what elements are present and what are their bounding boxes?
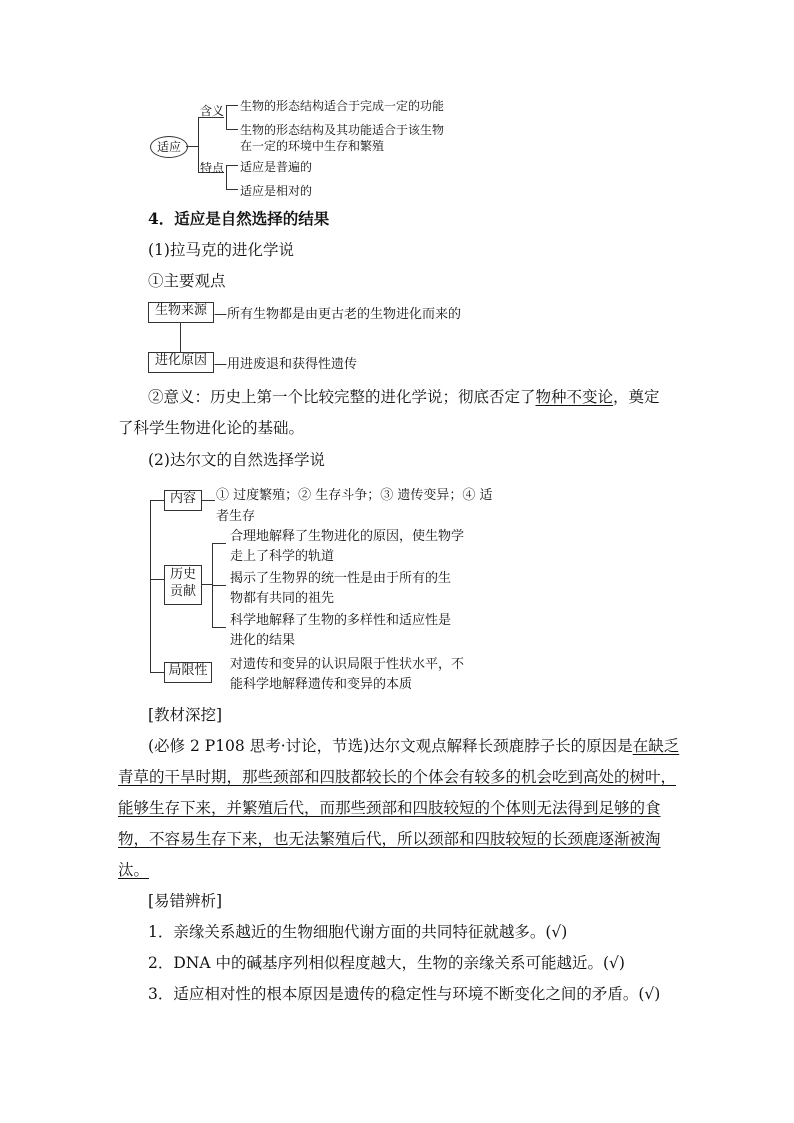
connector [226, 105, 238, 106]
connector [226, 129, 238, 130]
connector [150, 500, 151, 672]
connector [150, 672, 164, 673]
contribution-label: 贡献 [169, 583, 196, 599]
textbook-line1 [148, 734, 679, 756]
connector [212, 543, 226, 544]
contribution-item: 合理地解释了生物进化的原因，使生物学 [230, 529, 465, 544]
error-item: 3．适应相对性的根本原因是遗传的稳定性与环境不断变化之间的矛盾。(√) [148, 985, 661, 1003]
main-points-heading: ①主要观点 [148, 272, 226, 290]
connector [226, 189, 238, 190]
connector [226, 165, 227, 189]
lamarck-significance-line1 [148, 385, 660, 407]
contribution-item: 科学地解释了生物的多样性和适应性是 [230, 613, 452, 628]
contribution-label: 历史 [169, 567, 196, 582]
connector [198, 117, 199, 173]
connector [150, 579, 164, 580]
darwin-limitation-line2: 能科学地解释遗传和变异的本质 [230, 677, 413, 692]
contribution-item: 走上了科学的轨道 [230, 549, 335, 564]
significance-text: ，奠定 [613, 388, 660, 406]
contribution-item: 物都有共同的祖先 [230, 591, 335, 606]
section-title: 4．适应是自然选择的结果 [148, 209, 330, 228]
adapt-root-ellipse: 适应 [150, 136, 188, 158]
lamarck-significance-line2: 了科学生物进化论的基础。 [118, 419, 305, 437]
connector [180, 322, 181, 352]
connector [150, 500, 164, 501]
darwin-limitation-line1: 对遗传和变异的认识局限于性状水平，不 [230, 657, 465, 672]
darwin-limitation-box: 局限性 [164, 662, 212, 683]
lamarck-heading: (1)拉马克的进化学说 [148, 241, 294, 259]
textbook-source: (必修 2 P108 思考·讨论，节选)达尔文观点解释长颈鹿脖子长的原因是 [148, 737, 633, 755]
connector [201, 584, 212, 585]
darwin-content-line2: 者生存 [216, 509, 256, 524]
lamarck-origin-text: —所有生物都是由更古老的生物进化而来的 [214, 307, 462, 322]
textbook-line4: 物，不容易生存下来，也无法繁殖后代，所以颈部和四肢较短的长颈鹿逐渐被淘 [118, 830, 661, 848]
significance-underlined: 物种不变论 [535, 388, 614, 406]
contribution-item: 进化的结果 [230, 633, 296, 648]
errors-tag: [易错辨析] [148, 892, 223, 910]
textbook-answer: 在缺乏 [632, 737, 680, 755]
feature-item: 适应是相对的 [240, 184, 313, 198]
lamarck-box-cause: 进化原因 [148, 352, 214, 373]
connector [226, 105, 227, 129]
meaning-label: 含义 [200, 104, 225, 118]
meaning-item: 生物的形态结构及其功能适合于该生物 [240, 123, 445, 137]
lamarck-cause-text: —用进废退和获得性遗传 [214, 357, 358, 372]
lamarck-box-origin: 生物来源 [148, 302, 214, 323]
textbook-line5: 汰。 [118, 861, 150, 879]
meaning-item: 生物的形态结构适合于完成一定的功能 [240, 99, 445, 113]
feature-label: 特点 [200, 161, 225, 175]
darwin-content-box: 内容 [164, 490, 202, 511]
textbook-line3: 能够生存下来，并繁殖后代，而那些颈部和四肢较短的个体则无法得到足够的食 [118, 799, 661, 817]
contribution-item: 揭示了生物界的统一性是由于所有的生 [230, 571, 452, 586]
darwin-content-line1: ① 过度繁殖；② 生存斗争；③ 遗传变异；④ 适 [216, 488, 493, 503]
error-item: 2．DNA 中的碱基序列相似程度越大，生物的亲缘关系可能越近。(√) [148, 954, 625, 972]
textbook-tag: [教材深挖] [148, 706, 223, 724]
darwin-contribution-box [164, 565, 202, 605]
connector [212, 627, 226, 628]
textbook-line2: 青草的干旱时期，那些颈部和四肢都较长的个体会有较多的机会吃到高处的树叶， [118, 768, 677, 786]
feature-item: 适应是普遍的 [240, 160, 313, 174]
connector [186, 146, 198, 147]
connector [226, 165, 238, 166]
error-item: 1．亲缘关系越近的生物细胞代谢方面的共同特征就越多。(√) [148, 923, 568, 941]
connector [201, 500, 215, 501]
significance-text: ②意义：历史上第一个比较完整的进化学说；彻底否定了 [148, 388, 536, 406]
connector [212, 585, 226, 586]
darwin-heading: (2)达尔文的自然选择学说 [148, 451, 325, 469]
meaning-item: 在一定的环境中生存和繁殖 [240, 139, 385, 153]
